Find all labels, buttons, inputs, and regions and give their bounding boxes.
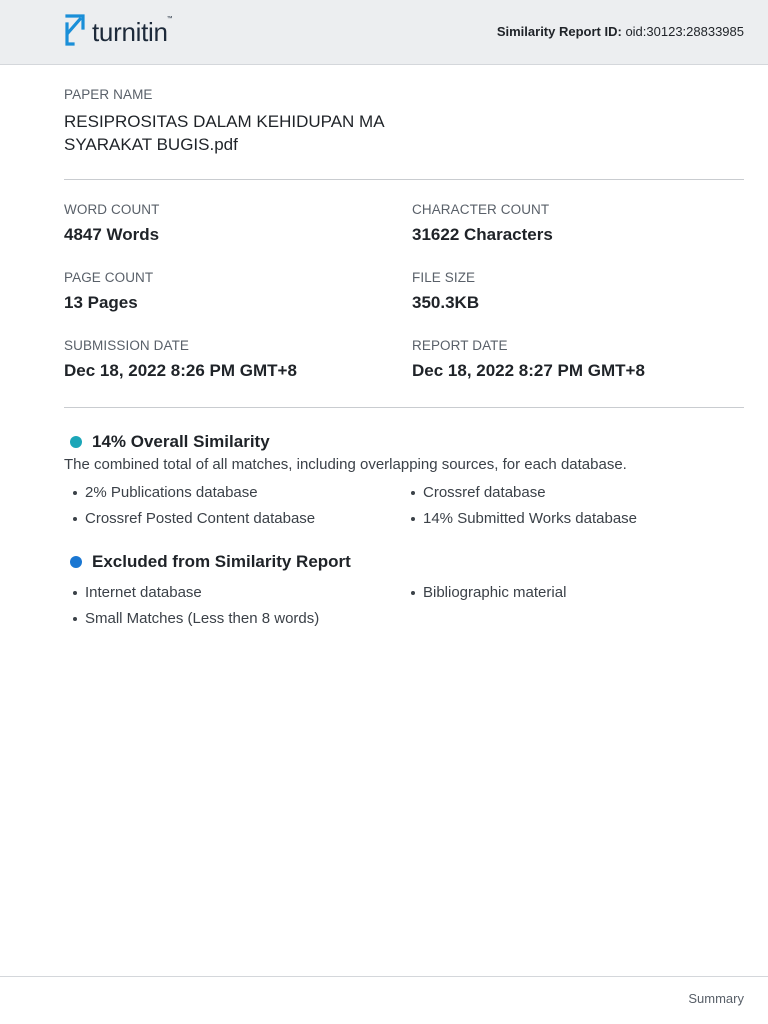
stat-value: Dec 18, 2022 8:26 PM GMT+8 — [64, 361, 297, 380]
overall-similarity-title: 14% Overall Similarity — [92, 432, 270, 451]
stat-label: WORD COUNT — [64, 202, 160, 217]
list-item-text: Bibliographic material — [423, 584, 567, 601]
bullet-icon — [73, 617, 77, 621]
list-item — [64, 510, 315, 527]
similarity-dot-icon — [70, 436, 82, 448]
list-item-text: Internet database — [85, 584, 202, 601]
similarity-description: The combined total of all matches, including overlapping sources, for each database. — [64, 456, 627, 473]
list-item — [402, 584, 566, 601]
list-item — [402, 510, 637, 527]
stat-label: PAGE COUNT — [64, 270, 154, 285]
bullet-icon — [73, 591, 77, 595]
stat-value: 31622 Characters — [412, 225, 553, 244]
report-id — [497, 24, 744, 39]
bullet-icon — [411, 491, 415, 495]
bullet-icon — [73, 491, 77, 495]
stat-value: 4847 Words — [64, 225, 160, 244]
list-item — [64, 610, 319, 627]
stat-label: FILE SIZE — [412, 270, 476, 285]
excluded-title: Excluded from Similarity Report — [92, 552, 351, 571]
brand-name: turnitin — [92, 16, 168, 47]
turnitin-logo — [63, 13, 173, 51]
list-item — [64, 484, 258, 501]
report-id-label: Similarity Report ID: — [496, 24, 622, 39]
excluded-heading — [70, 552, 351, 572]
report-id-value: oid:30123:28833985 — [625, 24, 744, 39]
list-item-text: 2% Publications database — [85, 484, 258, 501]
divider — [64, 179, 744, 180]
stat-submission-date — [64, 338, 394, 381]
list-item — [64, 584, 202, 601]
paper-name-label: PAPER NAME — [64, 87, 153, 102]
footer-divider — [0, 976, 768, 977]
report-header — [0, 0, 768, 65]
divider — [64, 407, 744, 408]
stat-label: REPORT DATE — [412, 338, 508, 353]
stat-file-size — [412, 270, 742, 313]
stat-label: CHARACTER COUNT — [412, 202, 550, 217]
bullet-icon — [411, 517, 415, 521]
trademark-mark: ™ — [166, 16, 173, 22]
overall-similarity-heading — [70, 432, 270, 452]
stat-label: SUBMISSION DATE — [64, 338, 190, 353]
list-item — [402, 484, 546, 501]
stat-value: Dec 18, 2022 8:27 PM GMT+8 — [412, 361, 645, 380]
stat-report-date — [412, 338, 742, 381]
excluded-dot-icon — [70, 556, 82, 568]
stat-character-count — [412, 202, 742, 245]
stat-value: 350.3KB — [412, 293, 480, 312]
stat-word-count — [64, 202, 394, 245]
bullet-icon — [411, 591, 415, 595]
list-item-text: 14% Submitted Works database — [423, 510, 638, 527]
bullet-icon — [73, 517, 77, 521]
list-item-text: Small Matches (Less then 8 words) — [85, 610, 320, 627]
stat-value: 13 Pages — [64, 293, 138, 312]
footer-summary-label: Summary — [688, 991, 744, 1006]
list-item-text: Crossref Posted Content database — [85, 510, 316, 527]
paper-name-value: RESIPROSITAS DALAM KEHIDUPAN MA SYARAKAT BUGIS.pdf — [64, 112, 384, 154]
stat-page-count — [64, 270, 394, 313]
paper-name-section — [64, 87, 744, 156]
turnitin-logo-icon — [63, 14, 87, 50]
list-item-text: Crossref database — [423, 484, 546, 501]
